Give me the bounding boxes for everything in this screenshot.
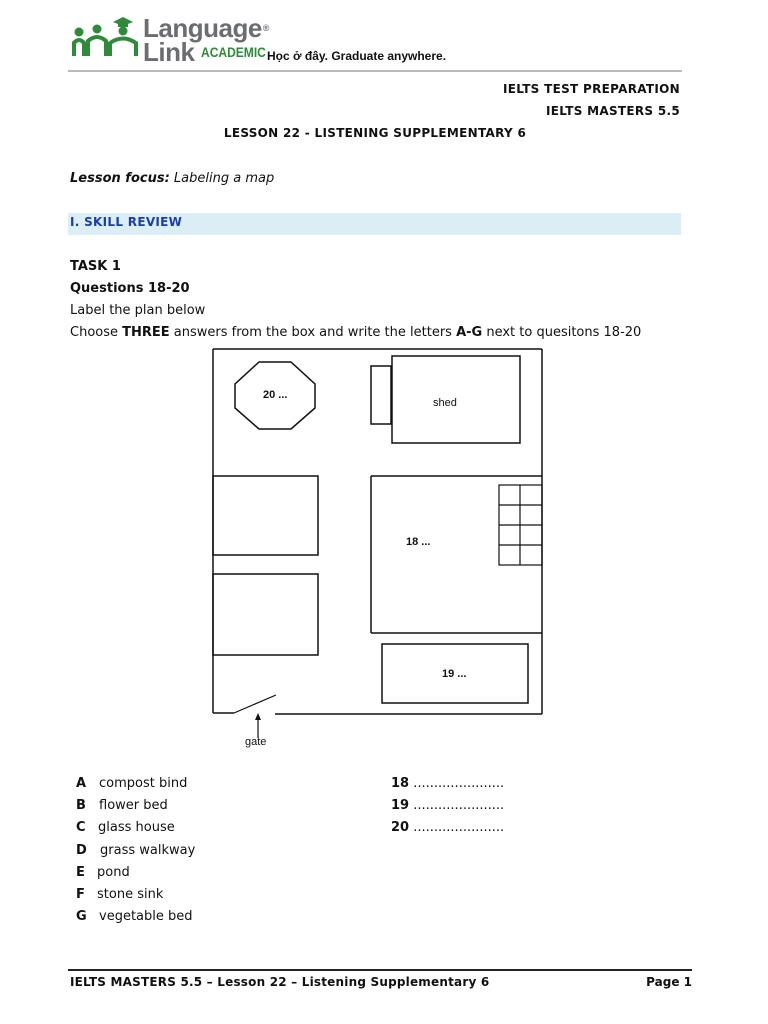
language-link-logo-icon — [70, 16, 140, 58]
option-text: stone sink — [97, 887, 164, 902]
label-19: 19 ... — [442, 668, 467, 680]
option-letter: F — [76, 887, 85, 902]
brand-academic: ACADEMIC — [201, 44, 266, 60]
option-letter: C — [76, 820, 86, 835]
instruction-choose: Choose THREE answers from the box and write the letters A-G next to quesitons 18-20 — [70, 325, 642, 340]
lesson-focus-value: Labeling a map — [173, 171, 275, 186]
answer-line-18: 18 ...................... — [391, 776, 505, 791]
answer-line-19: 19 ...................... — [391, 798, 505, 813]
header-divider — [68, 70, 682, 72]
option-letter: G — [76, 909, 87, 924]
label-shed: shed — [433, 397, 457, 409]
gate-label: gate — [245, 736, 267, 748]
page-number: Page 1 — [646, 975, 692, 989]
footer-course-info: IELTS MASTERS 5.5 – Lesson 22 – Listening Supplementary 6 — [70, 975, 490, 989]
option-letter: A — [76, 776, 87, 791]
option-text: grass walkway — [100, 843, 196, 858]
instruction-label-plan: Label the plan below — [70, 303, 206, 318]
lesson-focus — [70, 171, 274, 186]
label-18: 18 ... — [406, 536, 431, 548]
answer-line-20: 20 ...................... — [391, 820, 505, 835]
option-text: vegetable bed — [99, 909, 193, 924]
course-title: IELTS TEST PREPARATION — [502, 82, 680, 96]
level-title: IELTS MASTERS 5.5 — [545, 104, 680, 118]
brand-name-line2: Link — [143, 37, 195, 67]
brand-name-line1: Language® — [143, 13, 269, 43]
lesson-title: LESSON 22 - LISTENING SUPPLEMENTARY 6 — [223, 126, 527, 140]
footer-divider — [68, 969, 692, 971]
label-20: 20 ... — [263, 389, 288, 401]
option-text: pond — [97, 865, 130, 880]
lesson-focus-label: Lesson focus: — [70, 171, 170, 186]
option-letter: D — [76, 843, 87, 858]
option-text: flower bed — [99, 798, 168, 813]
task-title: TASK 1 — [70, 259, 121, 274]
option-text: glass house — [98, 820, 175, 835]
section-heading: I. SKILL REVIEW — [70, 215, 183, 229]
option-text: compost bind — [99, 776, 188, 791]
option-letter: E — [76, 865, 85, 880]
tagline: Học ở đây. Graduate anywhere. — [267, 49, 447, 63]
garden-plan-map — [204, 343, 552, 769]
option-letter: B — [76, 798, 86, 813]
questions-range: Questions 18-20 — [70, 281, 190, 296]
